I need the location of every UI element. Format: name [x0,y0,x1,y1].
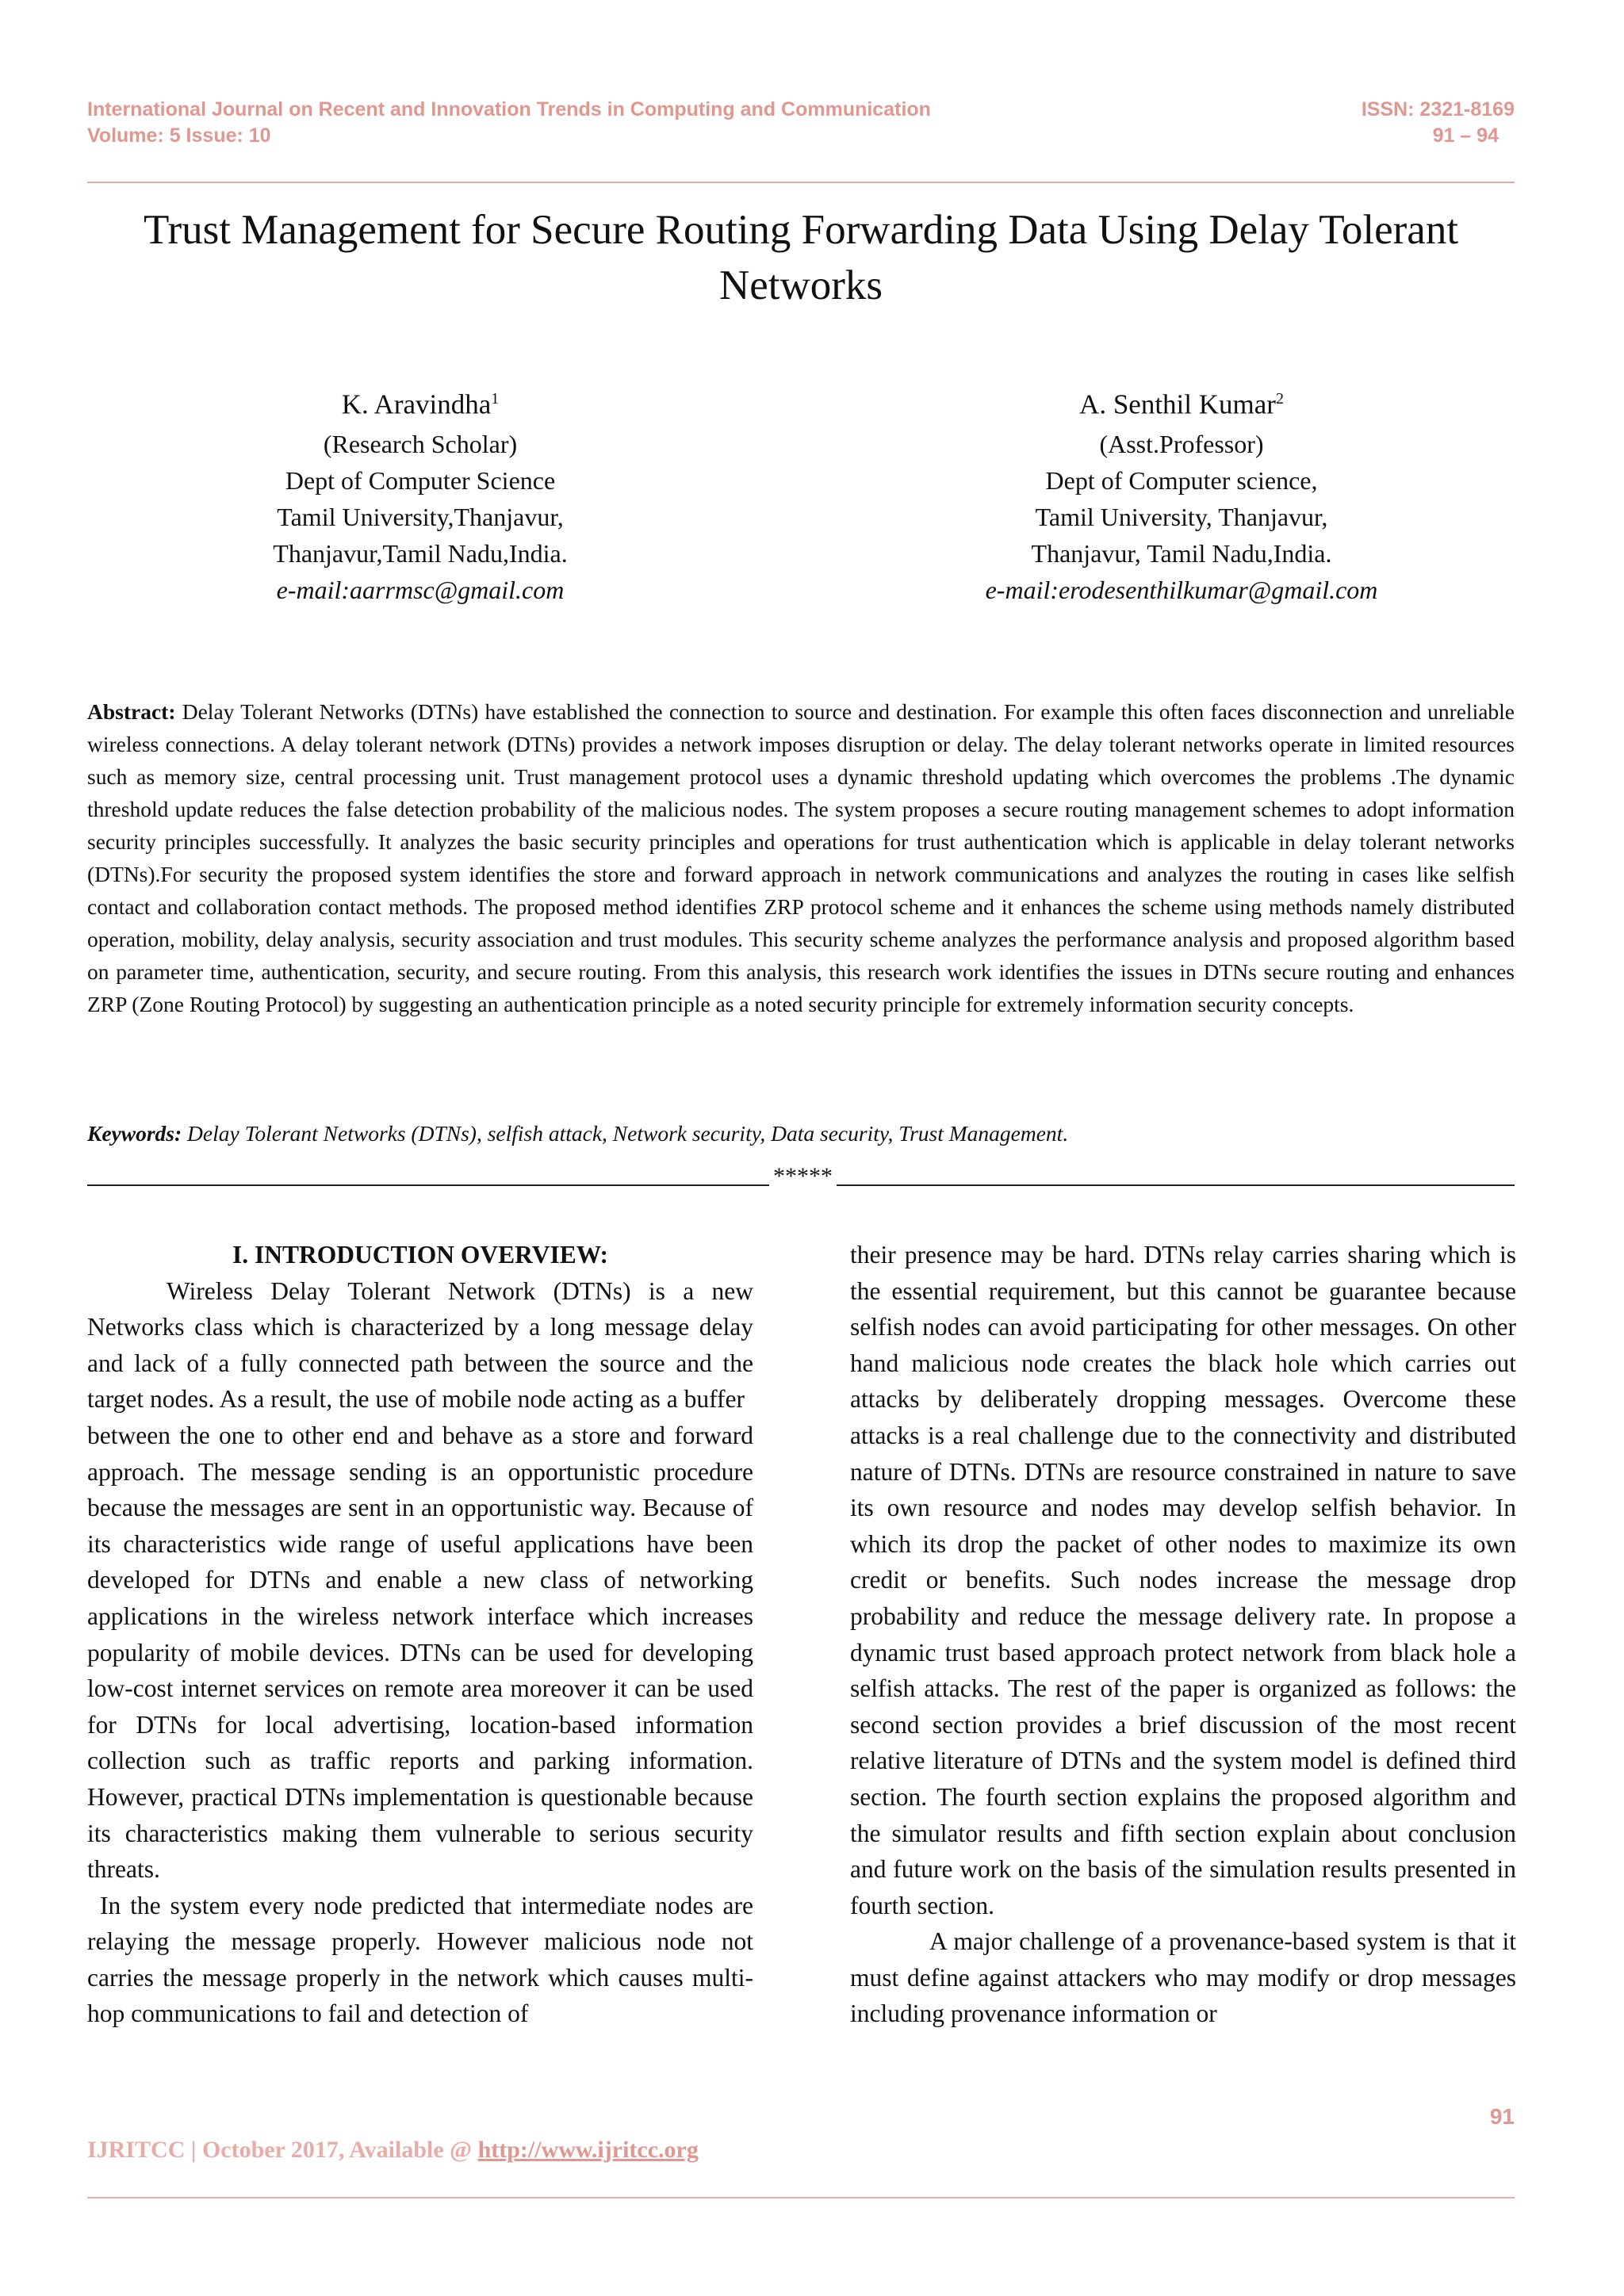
paragraph: their presence may be hard. DTNs relay carries sharing which is the essential requirement, but this cannot be guarantee because selfish nodes can avoid participating for other messages. On other hand malicious node creates the black hole which carries out attacks by deliberately dropping messages. Overcome these attacks is a real challenge due to the connectivity and distributed nature of DTNs. DTNs are resource constrained in nature to save its own resource and nodes may develop selfish behavior. In which its drop the packet of other nodes to maximize its own credit or benefits. Such nodes increase the message drop probability and reduce the message delivery rate. In propose a dynamic trust based approach protect network from black hole a selfish attacks. The rest of the paper is organized as follows: the second section provides a brief discussion of the most recent relative literature of DTNs and the system model is defined third section. The fourth section explains the proposed algorithm and the simulator results and fifth section explain about conclusion and future work on the basis of the simulation results presented in fourth section. [850,1241,1516,1919]
separator-line-right [837,1184,1515,1186]
section-separator [87,1161,1515,1192]
author-email: e-mail:erodesenthilkumar@gmail.com [985,575,1378,604]
author-name: A. Senthil Kumar$^2$ [1079,388,1284,420]
right-column [850,1237,1516,2032]
journal-issn: ISSN: 2321-8169 [1361,98,1515,121]
author-2 [856,378,1507,608]
author-university: Tamil University,Thanjavur, [277,502,564,531]
keywords [87,1118,1515,1150]
author-dept: Dept of Computer science, [1045,465,1318,495]
footer-link[interactable]: http://www.ijritcc.org [477,2137,699,2163]
journal-name: International Journal on Recent and Innovation Trends in Computing and Communication [87,98,931,121]
abstract [87,695,1515,1020]
abstract-label: Abstract: [87,699,176,724]
footer-text: IJRITCC | October 2017, Available @ [87,2137,478,2163]
footer-rule [87,2197,1515,2198]
author-dept: Dept of Computer Science [285,465,556,495]
keywords-text: Delay Tolerant Networks (DTNs), selfish attack, Network security, Data security, Trust Management. [187,1121,1069,1146]
author-role: (Research Scholar) [323,429,518,458]
author-name: K. Aravindha$^1$ [341,388,500,420]
section-heading: I. INTRODUCTION OVERVIEW: [232,1241,609,1269]
author-university: Tamil University, Thanjavur, [1035,502,1328,531]
author-role: (Asst.Professor) [1099,429,1264,458]
header-rule [87,182,1515,183]
page-number: 91 [1489,2104,1515,2129]
journal-pages: 91 – 94 [1432,124,1499,147]
abstract-text: Delay Tolerant Networks (DTNs) have established the connection to source and destination. For example this often faces disconnection and unreliable wireless connections. A delay tolerant network (DTNs) provides a network imposes disruption or delay. The delay tolerant networks operate in limited resources such as memory size, central processing unit. Trust management protocol uses a dynamic threshold updating which overcomes the problems .The dynamic threshold update reduces the false detection probability of the malicious nodes. The system proposes a secure routing management schemes to adopt information security principles successfully. It analyzes the basic security principles and operations for trust authentication which is applicable in delay tolerant networks (DTNs).For security the proposed system identifies the store and forward approach in network communications and analyzes the routing in cases like selfish contact and collaboration contact methods. The proposed method identifies ZRP protocol scheme and it enhances the scheme using methods namely distributed operation, mobility, delay analysis, security association and trust modules. This security scheme analyzes the performance analysis and proposed algorithm based on parameter time, authentication, security, and secure routing. From this analysis, this research work identifies the issues in DTNs secure routing and enhances ZRP (Zone Routing Protocol) by suggesting an authentication principle as a noted security principle for extremely information security concepts. [87,699,1515,1016]
paragraph: A major challenge of a provenance-based system is that it must define against attackers who may modify or drop messages including provenance information or [850,1927,1516,2028]
footer [87,2134,699,2166]
paper-title: Trust Management for Secure Routing Forwarding Data Using Delay Tolerant Networks [143,207,1459,308]
paragraph: between the one to other end and behave as a store and forward approach. The message sending is an opportunistic procedure because the messages are sent in an opportunistic way. Because of its characteristics wide range of useful applications have been developed for DTNs and enable a new class of networking applications in the wireless network interface which increases popularity of mobile devices. DTNs can be used for developing low-cost internet services on remote area moreover it can be used for DTNs for local advertising, location-based information collection such as traffic reports and parking information. However, practical DTNs implementation is questionable because its characteristics making them vulnerable to serious security threats. [87,1421,753,1884]
paragraph: In the system every node predicted that intermediate nodes are relaying the message properly. However malicious node not carries the message properly in the network which causes multi-hop communications to fail and detection of [87,1891,753,2028]
author-location: Thanjavur,Tamil Nadu,India. [273,538,568,568]
separator-line-left [87,1184,769,1186]
journal-volume: Volume: 5 Issue: 10 [87,124,271,147]
author-location: Thanjavur, Tamil Nadu,India. [1031,538,1332,568]
keywords-label: Keywords: [87,1121,182,1146]
paragraph: Wireless Delay Tolerant Network (DTNs) is a new Networks class which is characterized by a long message delay and lack of a fully connected path between the source and the target nodes. As a result, the use of mobile node acting as a buffer [87,1276,753,1414]
author-email: e-mail:aarrmsc@gmail.com [276,575,565,604]
separator-stars: ***** [773,1163,833,1189]
left-column [87,1237,753,2032]
journal-header [87,97,1515,149]
author-1 [95,378,745,608]
